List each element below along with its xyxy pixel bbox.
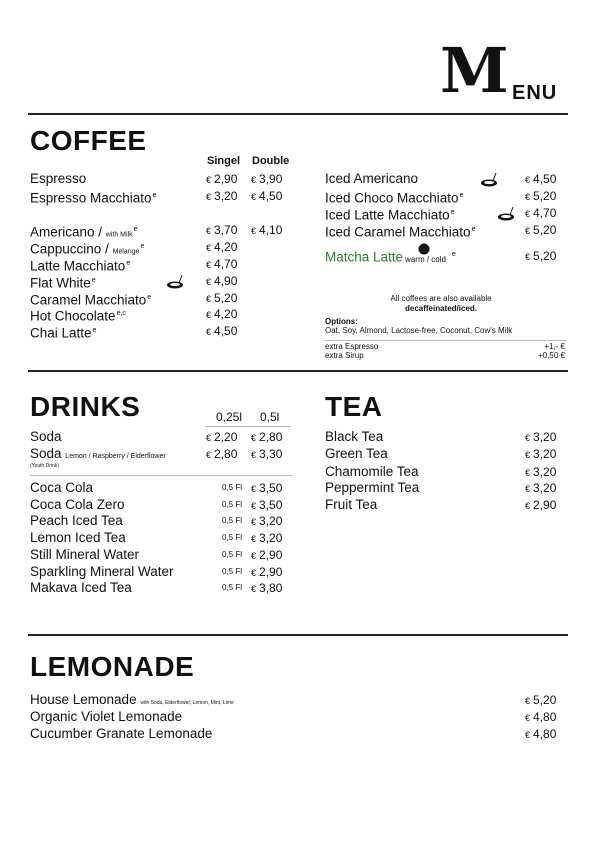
- menu-item: Peach Iced Tea: [30, 513, 123, 528]
- price: € 4,20: [206, 307, 238, 321]
- price: € 5,20: [206, 291, 238, 305]
- menu-item: Fruit Tea: [325, 497, 378, 512]
- menu-item: Latte Macchiato$^e$: [30, 258, 131, 274]
- coffee-cup-icon: [480, 172, 502, 188]
- menu-item: Flat White$^e$: [30, 275, 96, 291]
- coffee-col-singel: Singel: [207, 155, 241, 167]
- menu-item: Peppermint Tea: [325, 480, 420, 495]
- price: € 2,20: [206, 430, 238, 444]
- price: € 4,10: [251, 223, 283, 237]
- decaf-note-2: decaffeinated/iced.: [404, 304, 478, 313]
- price: € 5,20: [525, 693, 557, 707]
- options-label: Options:: [325, 317, 358, 326]
- size: 0,5 Fl: [222, 500, 243, 509]
- menu-item: Chai Latte$^e$: [30, 325, 97, 341]
- lemonade-title: LEMONADE: [30, 651, 195, 682]
- price: € 2,80: [206, 447, 238, 461]
- menu-item: Soda Lemon / Raspberry / Elderflower (Youth Drink): [30, 446, 166, 469]
- size: 0,5 Fl: [222, 516, 243, 525]
- drinks-title: DRINKS: [30, 391, 141, 422]
- price: € 2,90: [206, 172, 238, 186]
- menu-item: Cucumber Granate Lemonade: [30, 726, 213, 741]
- coffee-cup-icon: [166, 274, 188, 290]
- logo-letters-enu: ENU: [512, 82, 558, 104]
- price: € 4,20: [206, 240, 238, 254]
- price: € 3,20: [251, 531, 283, 545]
- price: € 4,70: [206, 257, 238, 271]
- price: € 3,20: [525, 465, 557, 479]
- price: € 2,80: [251, 430, 283, 444]
- menu-item: Organic Violet Lemonade: [30, 709, 183, 724]
- drinks-col-05: 0,5l: [260, 410, 280, 424]
- price: € 3,50: [251, 498, 283, 512]
- size: 0,5 Fl: [222, 583, 243, 592]
- top-divider: [28, 113, 568, 115]
- extra-espresso-label: extra Espresso: [325, 342, 379, 351]
- coffee-cup-icon: [497, 206, 519, 222]
- price: € 3,20: [206, 189, 238, 203]
- menu-item: Cappuccino / Melange$^e$: [30, 241, 145, 257]
- price: € 4,50: [251, 189, 283, 203]
- menu-logo: [440, 34, 560, 107]
- price: € 3,20: [525, 447, 557, 461]
- decaf-note: All coffees are also available: [390, 294, 492, 303]
- price: € 4,50: [525, 172, 557, 186]
- size: 0,5 Fl: [222, 567, 243, 576]
- price: € 4,50: [206, 324, 238, 338]
- section-divider: [28, 634, 568, 636]
- price: € 3,30: [251, 447, 283, 461]
- menu-item: Coca Cola Zero: [30, 497, 125, 512]
- price: € 4,80: [525, 710, 557, 724]
- size: 0,5 Fl: [222, 533, 243, 542]
- menu-item: Coca Cola: [30, 480, 94, 495]
- menu-item: Still Mineral Water: [30, 547, 140, 562]
- menu-item-matcha: Matcha Latte warm / cold $^e$: [325, 249, 456, 265]
- price: € 3,20: [251, 514, 283, 528]
- price: € 3,20: [525, 430, 557, 444]
- coffee-col-double: Double: [252, 155, 290, 167]
- menu-item: Espresso Macchiato$^e$: [30, 190, 157, 206]
- options-text: Oat, Soy, Almond, Lactose-free, Coconut, Cow's Milk: [325, 326, 513, 335]
- price: € 2,90: [251, 565, 283, 579]
- price: € 3,20: [525, 481, 557, 495]
- extras-divider: [325, 340, 567, 341]
- menu-item: Makava Iced Tea: [30, 580, 132, 595]
- menu-item: Chamomile Tea: [325, 464, 419, 479]
- size: 0,5 Fl: [222, 550, 243, 559]
- price: € 4,80: [525, 727, 557, 741]
- menu-item: Americano / with Milk$^e$: [30, 224, 138, 240]
- drinks-col-025: 0,25l: [216, 410, 243, 424]
- price: € 3,90: [251, 172, 283, 186]
- logo-letter-m: M: [440, 34, 507, 107]
- menu-item: Black Tea: [325, 429, 384, 444]
- extra-espresso-price: +1,- €: [544, 342, 565, 351]
- price: € 2,90: [525, 498, 557, 512]
- menu-item: Caramel Macchiato$^e$: [30, 292, 152, 308]
- price: € 5,20: [525, 223, 557, 237]
- size: 0,5 Fl: [222, 483, 243, 492]
- coffee-title: COFFEE: [30, 125, 147, 156]
- menu-item: Iced Caramel Macchiato$^e$: [325, 224, 476, 240]
- price: € 3,70: [206, 223, 238, 237]
- price: € 3,80: [251, 581, 283, 595]
- menu-item: Sparkling Mineral Water: [30, 564, 174, 579]
- price: € 5,20: [525, 249, 557, 263]
- price: € 4,70: [525, 206, 557, 220]
- menu-item: Lemon Iced Tea: [30, 530, 126, 545]
- drinks-divider: [30, 475, 292, 476]
- menu-item: House Lemonade with Soda, Elderflower, Lemon, Mint, Lime: [30, 692, 234, 707]
- extra-sirup-label: extra Sirup: [325, 351, 364, 360]
- matcha-badge-icon: [418, 243, 430, 255]
- tea-title: TEA: [325, 391, 383, 422]
- menu-item: Hot Chocolate$^{e,c}$: [30, 308, 126, 324]
- extra-sirup-price: +0,50 €: [538, 351, 565, 360]
- menu-item: Iced Americano: [325, 171, 419, 186]
- drinks-header-divider: [205, 426, 291, 427]
- menu-item: Espresso: [30, 171, 87, 186]
- menu-item: Soda: [30, 429, 62, 444]
- menu-item: Iced Latte Macchiato$^e$: [325, 207, 455, 223]
- section-divider: [28, 370, 568, 372]
- menu-item: Iced Choco Macchiato$^e$: [325, 190, 464, 206]
- price: € 3,50: [251, 481, 283, 495]
- menu-item: Green Tea: [325, 446, 388, 461]
- price: € 2,90: [251, 548, 283, 562]
- price: € 5,20: [525, 189, 557, 203]
- price: € 4,90: [206, 274, 238, 288]
